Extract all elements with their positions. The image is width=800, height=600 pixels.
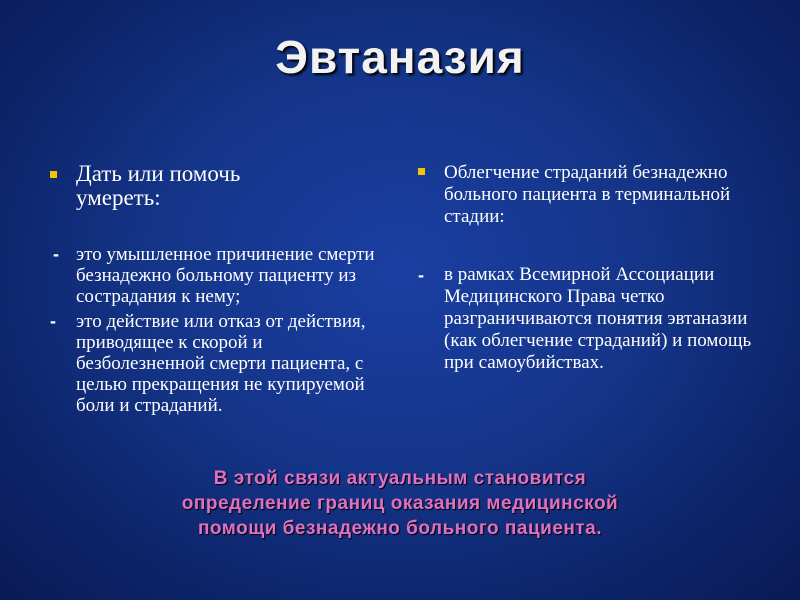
dash-marker: - (418, 265, 424, 285)
footer-line: помощи безнадежно больного пациента. (197, 518, 603, 539)
right-heading: Облегчение страданий безнадежно больного пациента в терминальной стадии: (444, 162, 731, 227)
slide-title: Эвтаназия (275, 31, 525, 83)
footer-line: определение границ оказания медицинской (181, 493, 619, 514)
dash-marker: - (53, 244, 59, 264)
right-list (418, 264, 768, 374)
left-column (50, 162, 390, 420)
list-item-text: в рамках Всемирной Ассоциации Медицинского Права четко разграничиваются понятия эвтаназии (как облегчение страданий) и помощь при самоубийствах. (444, 264, 752, 373)
footer-line: В этой связи актуальным становится (213, 468, 587, 489)
list-item (50, 311, 390, 416)
right-column (418, 162, 768, 378)
left-heading: Дать или помочь умереть: (76, 161, 241, 210)
slide-footer-note (0, 466, 800, 541)
square-bullet-icon (50, 171, 57, 178)
left-list (50, 244, 390, 416)
dash-marker: - (50, 311, 56, 331)
list-item (418, 264, 768, 374)
left-bullet-heading (50, 162, 390, 210)
list-item-text: это действие или отказ от действия, приводящее к скорой и безболезненной смерти пациента, с целью прекращения не купируемой боли и страданий. (76, 311, 366, 416)
right-bullet-heading (418, 162, 768, 228)
list-item (50, 244, 390, 307)
list-item-text: это умышленное причинение смерти безнадежно больному пациенту из сострадания к нему; (76, 244, 375, 307)
square-bullet-icon (418, 168, 425, 175)
